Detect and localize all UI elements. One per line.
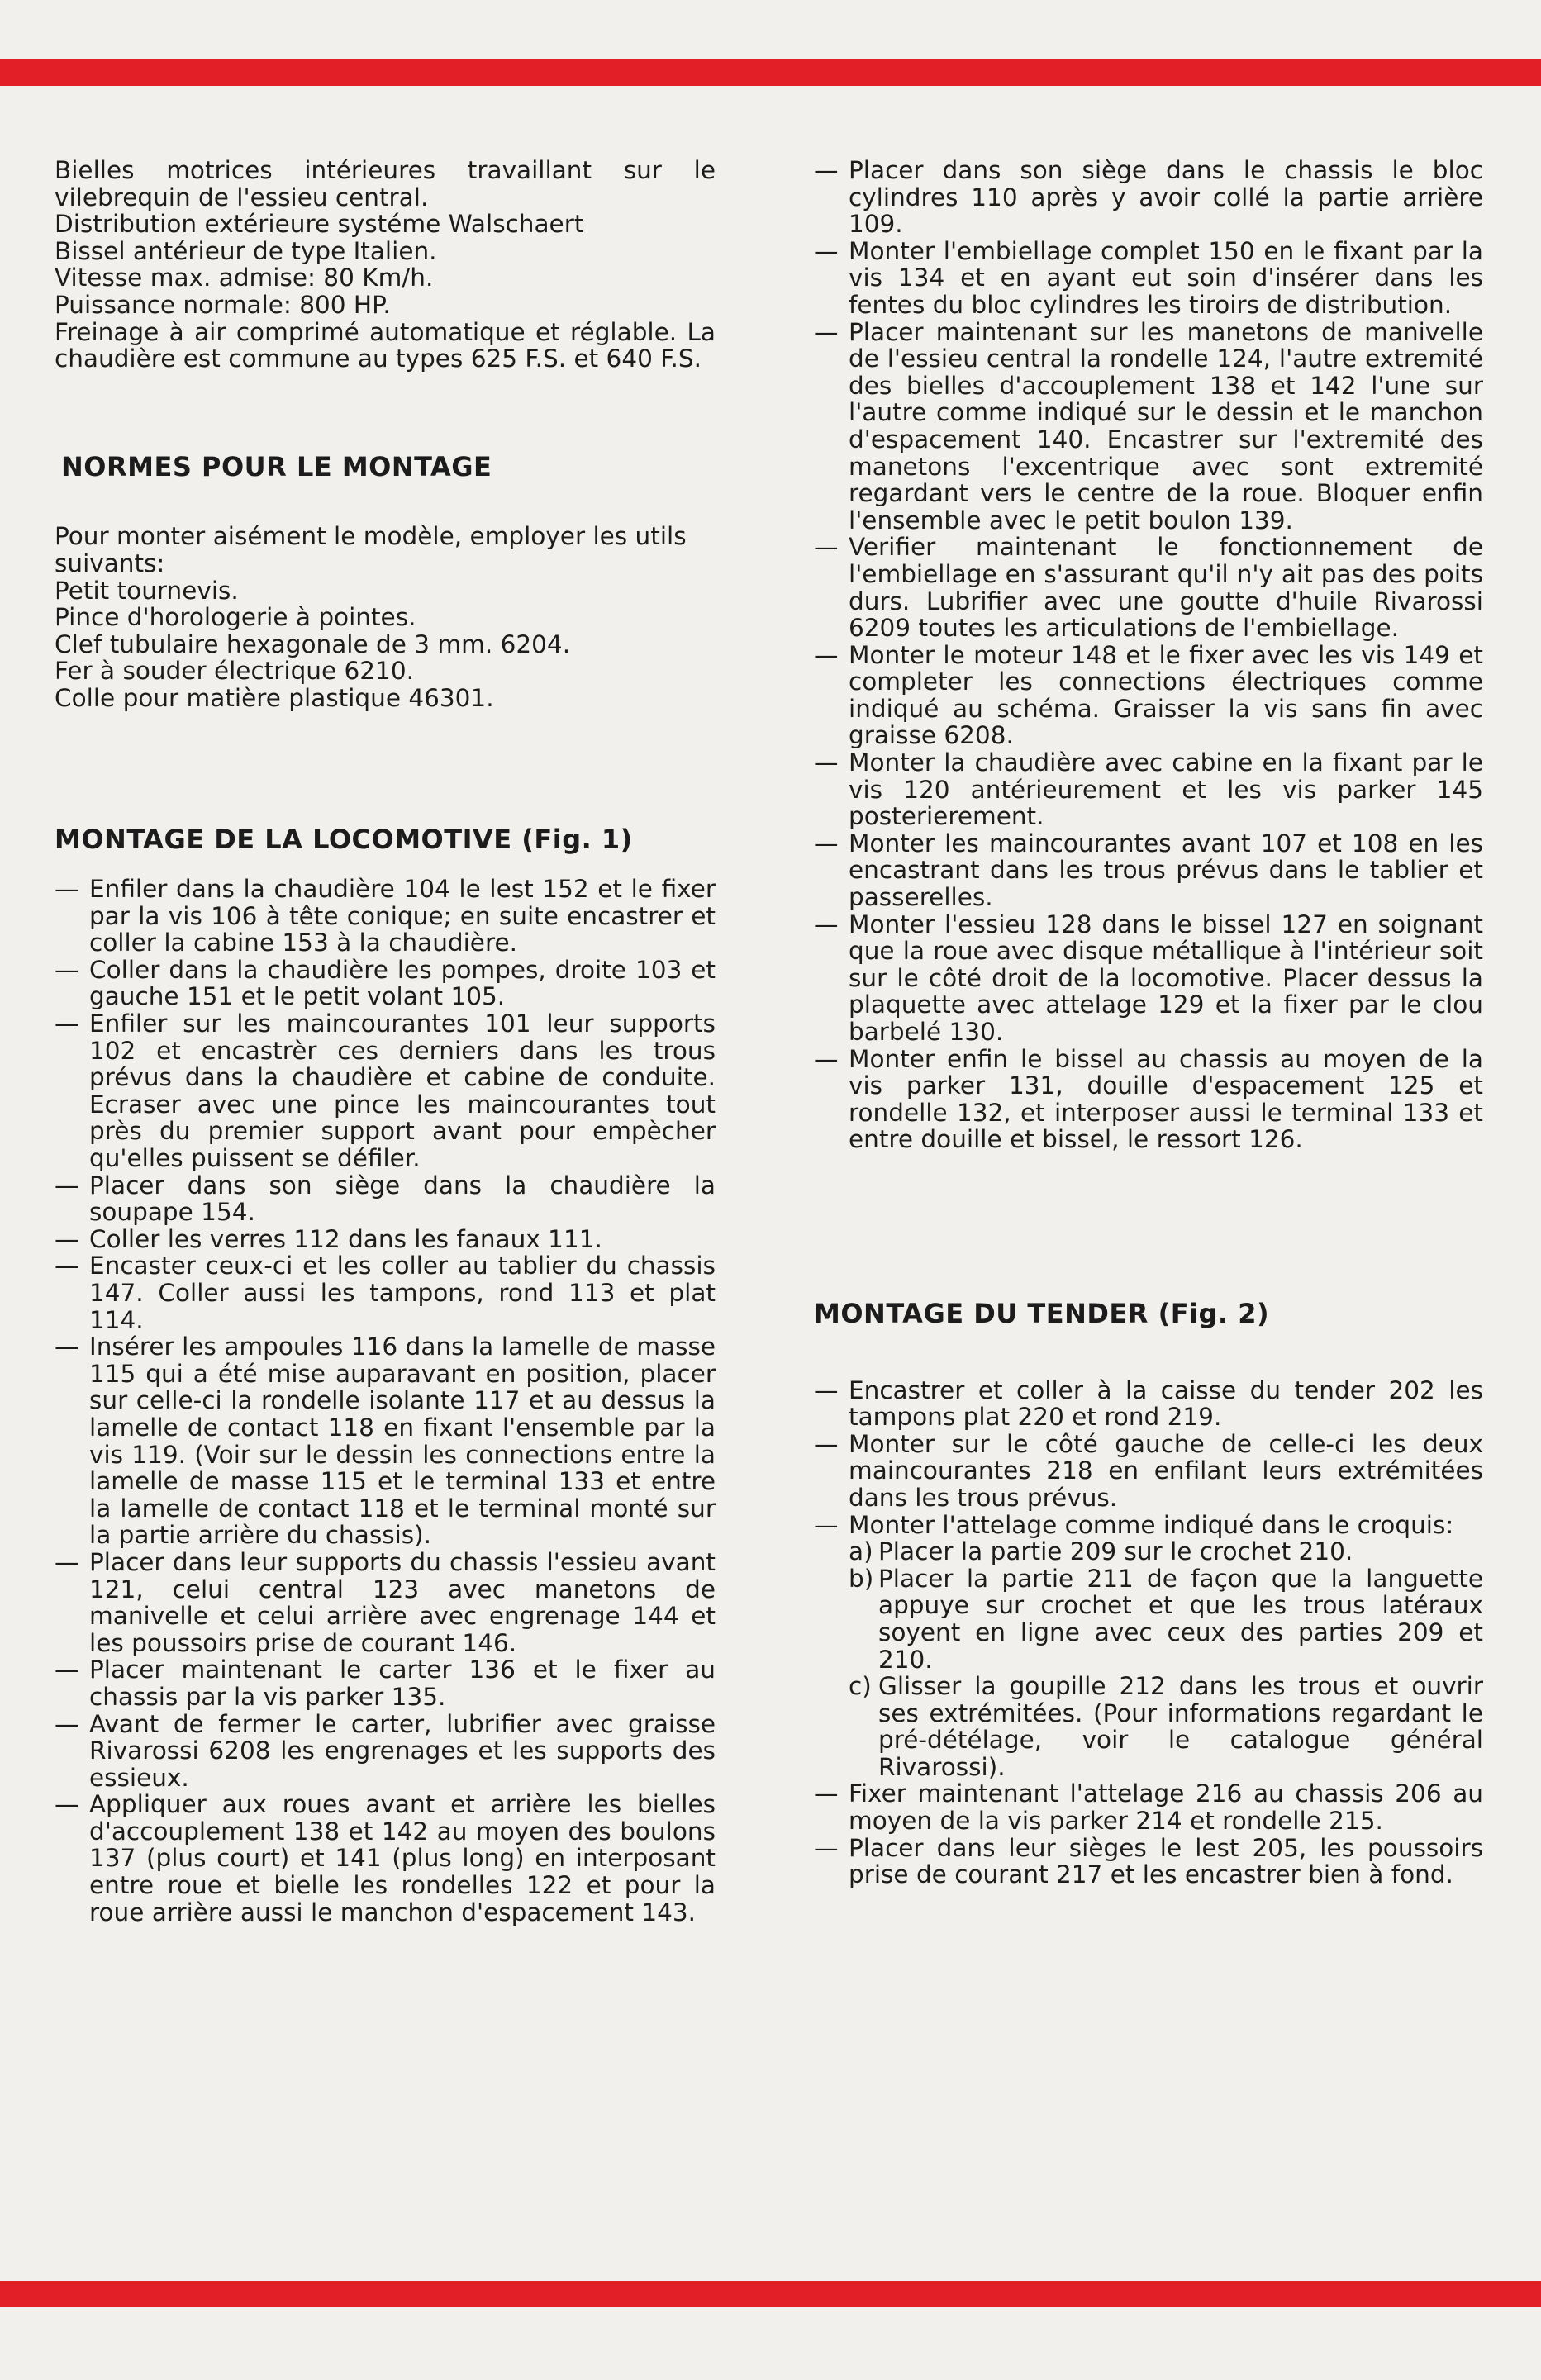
step-item: — Placer dans leur supports du chassis l'essieu avant 121, celui central 123 avec manetons de manivelle et celui arrière avec engrenage 144 et les poussoirs prise de courant 146. (55, 1549, 716, 1656)
step-item: — Placer maintenant sur les manetons de manivelle de l'essieu central la rondelle 124, l'autre extremité des bielles d'accouplement 138 et 142 l'une sur l'autre comme indiqué sur le dessin et le manchon d'espacement 140. Encastrer sur l'extremité des manetons l'excentrique avec sont extremité regardant vers le centre de la roue. Bloquer enfin l'ensemble avec le petit boulon 139. (814, 319, 1483, 534)
tender-heading: MONTAGE DU TENDER (Fig. 2) (814, 1297, 1270, 1329)
loco-steps (55, 876, 716, 1926)
step-item: — Encaster ceux-ci et les coller au tablier du chassis 147. Coller aussi les tampons, rond 113 et plat 114. (55, 1252, 716, 1333)
step-item: — Monter la chaudière avec cabine en la fixant par le vis 120 antérieurement et les vis parker 145 posterierement. (814, 749, 1483, 830)
step-item: — Encastrer et coller à la caisse du tender 202 les tampons plat 220 et rond 219. (814, 1377, 1483, 1431)
normes-line: Pour monter aisément le modèle, employer les utils suivants: (55, 522, 687, 577)
top-red-stripe (0, 59, 1541, 86)
bottom-red-stripe (0, 2281, 1541, 2307)
step-item: — Insérer les ampoules 116 dans la lamelle de masse 115 qui a été mise auparavant en position, placer sur celle-ci la rondelle isolante 117 et au dessus la lamelle de contact 118 en fixant l'ensemble par la vis 119. (Voir sur le dessin les connections entre la lamelle de masse 115 et le terminal 133 et entre la lamelle de contact 118 et le terminal monté sur la partie arrière du chassis). (55, 1333, 716, 1549)
step-item: — Enfiler sur les maincourantes 101 leur supports 102 et encastrèr ces derniers dans les trous prévus dans la chaudière et cabine de conduite. Ecraser avec une pince les maincourantes tout près du premier support avant pour empècher qu'elles puissent se défiler. (55, 1010, 716, 1172)
normes-line: Clef tubulaire hexagonale de 3 mm. 6204. (55, 629, 571, 658)
substep-text: Placer la partie 211 de façon que la languette appuye sur crochet et que les trous latéraux soyent en ligne avec ceux des parties 209 et 210. (878, 1564, 1483, 1674)
substep-letter: b) (849, 1564, 874, 1593)
step-item: — Coller dans la chaudière les pompes, droite 103 et gauche 151 et le petit volant 105. (55, 957, 716, 1010)
step-item: — Appliquer aux roues avant et arrière les bielles d'accouplement 138 et 142 au moyen des boulons 137 (plus court) et 141 (plus long) en interposant entre roue et bielle les rondelles 122 et pour la roue arrière aussi le manchon d'espacement 143. (55, 1791, 716, 1926)
step-item: — Fixer maintenant l'attelage 216 au chassis 206 au moyen de la vis parker 214 et rondelle 215. (814, 1780, 1483, 1834)
substep-letter: a) (849, 1537, 873, 1566)
substep-text: Glisser la goupille 212 dans les trous et ouvrir ses extrémitées. (Pour informations regardant le pré-détélage, voir le catalogue général Rivarossi). (878, 1672, 1483, 1781)
step-item: — Avant de fermer le carter, lubrifier avec graisse Rivarossi 6208 les engrenages et les supports des essieux. (55, 1711, 716, 1792)
step-item: — Placer maintenant le carter 136 et le fixer au chassis par la vis parker 135. (55, 1656, 716, 1710)
normes-line: Colle pour matière plastique 46301. (55, 683, 494, 712)
normes-block (55, 523, 716, 711)
intro-line: Bissel antérieur de type Italien. (55, 236, 437, 265)
substep-text: Placer la partie 209 sur le crochet 210. (878, 1537, 1353, 1566)
substep-item (849, 1565, 1483, 1673)
tender-steps-final (814, 1780, 1483, 1888)
step-item: — Monter le moteur 148 et le fixer avec les vis 149 et completer les connections électriques comme indiqué au schéma. Graisser la vis sans fin avec graisse 6208. (814, 642, 1483, 749)
step-item: — Placer dans son siège dans le chassis le bloc cylindres 110 après y avoir collé la partie arrière 109. (814, 157, 1483, 238)
step-item: — Monter l'embiellage complet 150 en le fixant par la vis 134 et en ayant eut soin d'insérer dans les fentes du bloc cylindres les tiroirs de distribution. (814, 238, 1483, 319)
step-item: — Enfiler dans la chaudière 104 le lest 152 et le fixer par la vis 106 à tête conique; en suite encastrer et coller la cabine 153 à la chaudière. (55, 876, 716, 957)
attelage-substeps (814, 1538, 1483, 1780)
intro-line: Freinage à air comprimé automatique et réglable. La chaudière est commune au types 625 F.S. et 640 F.S. (55, 317, 716, 373)
right-column (814, 157, 1483, 1888)
step-item: — Monter les maincourantes avant 107 et 108 en les encastrant dans les trous prévus dans le tablier et passerelles. (814, 830, 1483, 911)
normes-heading: NORMES POUR LE MONTAGE (61, 450, 492, 482)
intro-line: Bielles motrices intérieures travaillant sur le vilebrequin de l'essieu central. (55, 156, 716, 211)
normes-line: Pince d'horologerie à pointes. (55, 603, 416, 632)
step-item: — Monter enfin le bissel au chassis au moyen de la vis parker 131, douille d'espacement 125 et rondelle 132, et interposer aussi le terminal 133 et entre douille et bissel, le ressort 126. (814, 1046, 1483, 1153)
intro-line: Distribution extérieure systéme Walschaert (55, 210, 584, 239)
normes-line: Petit tournevis. (55, 576, 239, 605)
step-item: — Monter l'attelage comme indiqué dans le croquis: (814, 1512, 1483, 1539)
loco-heading: MONTAGE DE LA LOCOMOTIVE (Fig. 1) (55, 823, 633, 855)
loco-steps-continued (814, 157, 1483, 1153)
substep-item (849, 1538, 1483, 1565)
intro-block (55, 157, 716, 373)
step-item: — Placer dans son siège dans la chaudière la soupape 154. (55, 1172, 716, 1226)
left-column (55, 157, 716, 1926)
step-item: — Coller les verres 112 dans les fanaux 111. (55, 1226, 716, 1253)
intro-line: Vitesse max. admise: 80 Km/h. (55, 264, 434, 292)
normes-line: Fer à souder électrique 6210. (55, 657, 414, 686)
step-item: — Verifier maintenant le fonctionnement de l'embiellage en s'assurant qu'il n'y ait pas des poits durs. Lubrifier avec une goutte d'huile Rivarossi 6209 toutes les articulations de l'embiellage. (814, 534, 1483, 641)
step-item: — Monter l'essieu 128 dans le bissel 127 en soignant que la roue avec disque métallique à l'intérieur soit sur le côté droit de la locomotive. Placer dessus la plaquette avec attelage 129 et la fixer par le clou barbelé 130. (814, 911, 1483, 1046)
tender-steps (814, 1377, 1483, 1539)
substep-item (849, 1673, 1483, 1780)
intro-line: Puissance normale: 800 HP. (55, 290, 391, 319)
step-item: — Placer dans leur sièges le lest 205, les poussoirs prise de courant 217 et les encastrer bien à fond. (814, 1835, 1483, 1888)
step-item: — Monter sur le côté gauche de celle-ci les deux maincourantes 218 en enfilant leurs extrémitées dans les trous prévus. (814, 1431, 1483, 1512)
substep-letter: c) (849, 1672, 872, 1701)
